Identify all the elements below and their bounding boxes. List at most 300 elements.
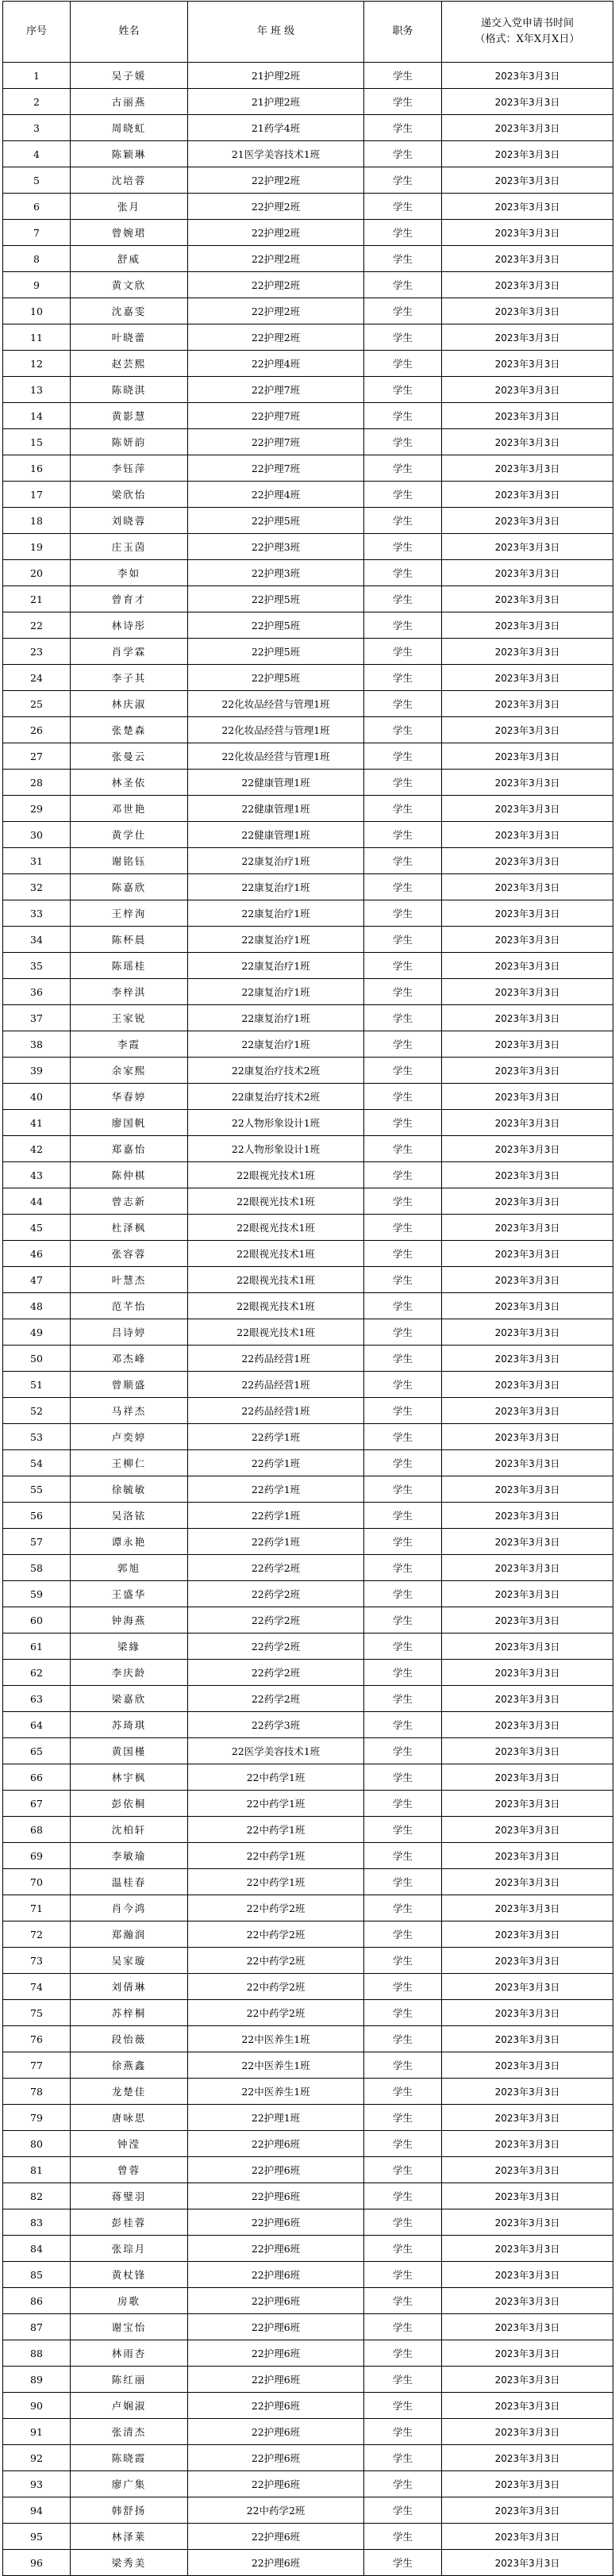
cell-name: 廖广集 — [71, 2471, 188, 2497]
table-row — [3, 1712, 613, 1738]
cell-seq: 82 — [3, 2183, 71, 2209]
cell-date: 2023年3月3日 — [442, 2288, 613, 2314]
cell-name: 谭永艳 — [71, 1529, 188, 1555]
cell-class: 22中药学2班 — [188, 1948, 364, 1974]
cell-role: 学生 — [364, 717, 442, 743]
cell-seq: 2 — [3, 89, 71, 115]
cell-role: 学生 — [364, 586, 442, 612]
cell-role: 学生 — [364, 1686, 442, 1712]
cell-seq: 90 — [3, 2393, 71, 2419]
cell-class: 22健康管理1班 — [188, 796, 364, 822]
cell-role: 学生 — [364, 2157, 442, 2183]
cell-role: 学生 — [364, 2367, 442, 2393]
cell-role: 学生 — [364, 1712, 442, 1738]
cell-role: 学生 — [364, 115, 442, 141]
cell-class: 22护理2班 — [188, 272, 364, 298]
cell-name: 徐燕鑫 — [71, 2052, 188, 2079]
cell-class: 22中药学1班 — [188, 1791, 364, 1817]
cell-seq: 77 — [3, 2052, 71, 2079]
cell-name: 卢娴淑 — [71, 2393, 188, 2419]
cell-name: 李敏瑜 — [71, 1843, 188, 1869]
cell-seq: 84 — [3, 2236, 71, 2262]
table-row — [3, 1450, 613, 1476]
cell-name: 吴洛铱 — [71, 1503, 188, 1529]
cell-name: 沈培蓉 — [71, 167, 188, 194]
cell-date: 2023年3月3日 — [442, 2471, 613, 2497]
table-row — [3, 639, 613, 665]
cell-seq: 1 — [3, 63, 71, 89]
cell-date: 2023年3月3日 — [442, 2026, 613, 2052]
table-row — [3, 691, 613, 717]
cell-role: 学生 — [364, 2262, 442, 2288]
cell-date: 2023年3月3日 — [442, 2052, 613, 2079]
cell-class: 22中药学1班 — [188, 1764, 364, 1791]
cell-class: 22眼视光技术1班 — [188, 1241, 364, 1267]
cell-name: 龙楚佳 — [71, 2079, 188, 2105]
cell-class: 22护理7班 — [188, 455, 364, 482]
cell-seq: 63 — [3, 1686, 71, 1712]
cell-class: 22中医养生1班 — [188, 2052, 364, 2079]
cell-class: 21护理2班 — [188, 63, 364, 89]
cell-date: 2023年3月3日 — [442, 455, 613, 482]
table-row — [3, 1241, 613, 1267]
cell-class: 22中药学2班 — [188, 2000, 364, 2026]
cell-name: 李霞 — [71, 1031, 188, 1058]
cell-class: 22护理7班 — [188, 403, 364, 429]
cell-role: 学生 — [364, 1974, 442, 2000]
cell-seq: 8 — [3, 246, 71, 272]
cell-date: 2023年3月3日 — [442, 560, 613, 586]
cell-name: 叶慧杰 — [71, 1267, 188, 1293]
cell-role: 学生 — [364, 2000, 442, 2026]
cell-date: 2023年3月3日 — [442, 743, 613, 770]
cell-date: 2023年3月3日 — [442, 822, 613, 848]
cell-name: 赵芸熙 — [71, 351, 188, 377]
header-row — [3, 2, 613, 63]
cell-seq: 3 — [3, 115, 71, 141]
cell-seq: 14 — [3, 403, 71, 429]
cell-class: 22中医养生1班 — [188, 2026, 364, 2052]
cell-seq: 56 — [3, 1503, 71, 1529]
cell-name: 吴家璇 — [71, 1948, 188, 1974]
cell-class: 22康复治疗1班 — [188, 900, 364, 927]
cell-date: 2023年3月3日 — [442, 927, 613, 953]
cell-role: 学生 — [364, 2497, 442, 2524]
cell-name: 谢铭钰 — [71, 848, 188, 874]
cell-name: 吴子媛 — [71, 63, 188, 89]
cell-seq: 94 — [3, 2497, 71, 2524]
cell-name: 张清杰 — [71, 2419, 188, 2445]
cell-date: 2023年3月3日 — [442, 1712, 613, 1738]
table-row — [3, 272, 613, 298]
cell-name: 陈仲棋 — [71, 1162, 188, 1188]
table-row — [3, 63, 613, 89]
cell-class: 22护理2班 — [188, 298, 364, 324]
table-row — [3, 979, 613, 1005]
cell-seq: 61 — [3, 1634, 71, 1660]
cell-role: 学生 — [364, 560, 442, 586]
cell-seq: 74 — [3, 1974, 71, 2000]
table-row — [3, 770, 613, 796]
cell-role: 学生 — [364, 2524, 442, 2550]
cell-date: 2023年3月3日 — [442, 324, 613, 351]
cell-class: 22眼视光技术1班 — [188, 1319, 364, 1346]
cell-name: 郑瀚润 — [71, 1921, 188, 1948]
cell-class: 22中药学2班 — [188, 2497, 364, 2524]
cell-date: 2023年3月3日 — [442, 508, 613, 534]
cell-date: 2023年3月3日 — [442, 639, 613, 665]
cell-class: 22护理3班 — [188, 560, 364, 586]
cell-role: 学生 — [364, 2471, 442, 2497]
cell-role: 学生 — [364, 1817, 442, 1843]
table-row — [3, 2393, 613, 2419]
table-row — [3, 298, 613, 324]
cell-class: 22护理6班 — [188, 2157, 364, 2183]
cell-seq: 46 — [3, 1241, 71, 1267]
cell-seq: 83 — [3, 2209, 71, 2236]
cell-role: 学生 — [364, 1398, 442, 1424]
table-row — [3, 1293, 613, 1319]
cell-date: 2023年3月3日 — [442, 1581, 613, 1607]
cell-name: 彭桂蓉 — [71, 2209, 188, 2236]
cell-seq: 34 — [3, 927, 71, 953]
cell-seq: 72 — [3, 1921, 71, 1948]
cell-name: 邓杰峰 — [71, 1346, 188, 1372]
cell-seq: 9 — [3, 272, 71, 298]
cell-class: 22药品经营1班 — [188, 1372, 364, 1398]
cell-class: 22护理6班 — [188, 2445, 364, 2471]
cell-name: 黄国槿 — [71, 1738, 188, 1764]
cell-date: 2023年3月3日 — [442, 1058, 613, 1084]
cell-seq: 80 — [3, 2131, 71, 2157]
cell-seq: 23 — [3, 639, 71, 665]
cell-name: 林圣依 — [71, 770, 188, 796]
cell-role: 学生 — [364, 220, 442, 246]
cell-class: 22护理2班 — [188, 324, 364, 351]
cell-name: 王梓洵 — [71, 900, 188, 927]
cell-class: 22眼视光技术1班 — [188, 1162, 364, 1188]
cell-name: 庄玉茵 — [71, 534, 188, 560]
table-row — [3, 743, 613, 770]
cell-date: 2023年3月3日 — [442, 141, 613, 167]
table-row — [3, 1476, 613, 1503]
cell-role: 学生 — [364, 1110, 442, 1136]
cell-role: 学生 — [364, 639, 442, 665]
cell-seq: 86 — [3, 2288, 71, 2314]
cell-name: 陈红丽 — [71, 2367, 188, 2393]
header-date-line2: （格式：X年X月X日） — [475, 33, 580, 45]
cell-class: 22中药学1班 — [188, 1817, 364, 1843]
cell-seq: 44 — [3, 1188, 71, 1215]
table-row — [3, 194, 613, 220]
cell-class: 22药学3班 — [188, 1712, 364, 1738]
cell-role: 学生 — [364, 953, 442, 979]
cell-seq: 64 — [3, 1712, 71, 1738]
cell-class: 22护理2班 — [188, 194, 364, 220]
cell-date: 2023年3月3日 — [442, 2340, 613, 2367]
cell-role: 学生 — [364, 1581, 442, 1607]
cell-date: 2023年3月3日 — [442, 1791, 613, 1817]
table-row — [3, 2314, 613, 2340]
cell-date: 2023年3月3日 — [442, 89, 613, 115]
cell-role: 学生 — [364, 1738, 442, 1764]
cell-role: 学生 — [364, 194, 442, 220]
cell-date: 2023年3月3日 — [442, 429, 613, 455]
cell-date: 2023年3月3日 — [442, 403, 613, 429]
table-row — [3, 324, 613, 351]
table-row — [3, 1660, 613, 1686]
cell-role: 学生 — [364, 1660, 442, 1686]
cell-seq: 85 — [3, 2262, 71, 2288]
cell-seq: 26 — [3, 717, 71, 743]
table-row — [3, 1031, 613, 1058]
cell-seq: 42 — [3, 1136, 71, 1162]
cell-name: 段怡薇 — [71, 2026, 188, 2052]
cell-name: 李子其 — [71, 665, 188, 691]
table-row — [3, 848, 613, 874]
cell-class: 22中药学1班 — [188, 1869, 364, 1895]
table-row — [3, 1948, 613, 1974]
cell-date: 2023年3月3日 — [442, 2445, 613, 2471]
cell-class: 22中药学1班 — [188, 1843, 364, 1869]
cell-seq: 39 — [3, 1058, 71, 1084]
cell-seq: 78 — [3, 2079, 71, 2105]
cell-role: 学生 — [364, 2183, 442, 2209]
table-row — [3, 822, 613, 848]
cell-seq: 88 — [3, 2340, 71, 2367]
cell-name: 周晓虹 — [71, 115, 188, 141]
cell-name: 肖今鸿 — [71, 1895, 188, 1921]
cell-role: 学生 — [364, 2236, 442, 2262]
cell-seq: 76 — [3, 2026, 71, 2052]
cell-class: 22康复治疗1班 — [188, 953, 364, 979]
cell-class: 22药品经营1班 — [188, 1346, 364, 1372]
cell-seq: 32 — [3, 874, 71, 900]
table-row — [3, 665, 613, 691]
table-row — [3, 1346, 613, 1372]
cell-role: 学生 — [364, 1555, 442, 1581]
cell-date: 2023年3月3日 — [442, 874, 613, 900]
cell-name: 卢奕婷 — [71, 1424, 188, 1450]
table-row — [3, 2262, 613, 2288]
cell-class: 22中药学2班 — [188, 1974, 364, 2000]
cell-class: 22康复治疗1班 — [188, 979, 364, 1005]
cell-date: 2023年3月3日 — [442, 2236, 613, 2262]
table-row — [3, 874, 613, 900]
table-row — [3, 2105, 613, 2131]
table-row — [3, 1529, 613, 1555]
cell-role: 学生 — [364, 2314, 442, 2340]
cell-class: 22药学2班 — [188, 1660, 364, 1686]
cell-class: 22护理6班 — [188, 2471, 364, 2497]
cell-class: 22药学2班 — [188, 1686, 364, 1712]
cell-seq: 52 — [3, 1398, 71, 1424]
cell-role: 学生 — [364, 455, 442, 482]
cell-name: 邓世艳 — [71, 796, 188, 822]
cell-date: 2023年3月3日 — [442, 2550, 613, 2576]
cell-name: 张曼云 — [71, 743, 188, 770]
table-row — [3, 115, 613, 141]
cell-seq: 95 — [3, 2524, 71, 2550]
cell-date: 2023年3月3日 — [442, 351, 613, 377]
table-row — [3, 429, 613, 455]
cell-seq: 89 — [3, 2367, 71, 2393]
cell-name: 廖国帆 — [71, 1110, 188, 1136]
cell-class: 22康复治疗1班 — [188, 874, 364, 900]
cell-role: 学生 — [364, 612, 442, 639]
table-row — [3, 1974, 613, 2000]
cell-name: 黄杖锋 — [71, 2262, 188, 2288]
cell-role: 学生 — [364, 1031, 442, 1058]
cell-seq: 7 — [3, 220, 71, 246]
cell-class: 22护理6班 — [188, 2131, 364, 2157]
cell-name: 华春婷 — [71, 1084, 188, 1110]
cell-class: 22护理6班 — [188, 2340, 364, 2367]
cell-date: 2023年3月3日 — [442, 1869, 613, 1895]
table-row — [3, 900, 613, 927]
cell-role: 学生 — [364, 2079, 442, 2105]
table-row — [3, 167, 613, 194]
cell-seq: 58 — [3, 1555, 71, 1581]
cell-seq: 71 — [3, 1895, 71, 1921]
cell-class: 21医学美容技术1班 — [188, 141, 364, 167]
table-row — [3, 89, 613, 115]
cell-role: 学生 — [364, 403, 442, 429]
table-row — [3, 2340, 613, 2367]
cell-name: 房歌 — [71, 2288, 188, 2314]
table-row — [3, 2052, 613, 2079]
table-row — [3, 2471, 613, 2497]
cell-role: 学生 — [364, 2105, 442, 2131]
cell-class: 22人物形象设计1班 — [188, 1110, 364, 1136]
cell-role: 学生 — [364, 351, 442, 377]
cell-seq: 60 — [3, 1607, 71, 1634]
cell-date: 2023年3月3日 — [442, 1162, 613, 1188]
cell-seq: 65 — [3, 1738, 71, 1764]
cell-date: 2023年3月3日 — [442, 1895, 613, 1921]
cell-name: 余家熙 — [71, 1058, 188, 1084]
cell-seq: 13 — [3, 377, 71, 403]
cell-name: 林诗彤 — [71, 612, 188, 639]
cell-seq: 70 — [3, 1869, 71, 1895]
cell-class: 22护理6班 — [188, 2262, 364, 2288]
cell-role: 学生 — [364, 482, 442, 508]
cell-class: 21药学4班 — [188, 115, 364, 141]
cell-class: 22药学2班 — [188, 1634, 364, 1660]
cell-class: 22护理6班 — [188, 2183, 364, 2209]
cell-role: 学生 — [364, 2340, 442, 2367]
cell-role: 学生 — [364, 1424, 442, 1450]
cell-class: 22眼视光技术1班 — [188, 1293, 364, 1319]
cell-name: 黄影慧 — [71, 403, 188, 429]
cell-role: 学生 — [364, 1948, 442, 1974]
cell-class: 22护理6班 — [188, 2314, 364, 2340]
cell-role: 学生 — [364, 298, 442, 324]
table-row — [3, 2288, 613, 2314]
cell-role: 学生 — [364, 1162, 442, 1188]
cell-role: 学生 — [364, 246, 442, 272]
cell-role: 学生 — [364, 665, 442, 691]
table-row — [3, 455, 613, 482]
table-row — [3, 1136, 613, 1162]
cell-date: 2023年3月3日 — [442, 246, 613, 272]
cell-seq: 4 — [3, 141, 71, 167]
cell-date: 2023年3月3日 — [442, 1921, 613, 1948]
table-row — [3, 377, 613, 403]
table-row — [3, 2419, 613, 2445]
cell-role: 学生 — [364, 141, 442, 167]
table-row — [3, 1503, 613, 1529]
cell-class: 22药学1班 — [188, 1424, 364, 1450]
cell-seq: 21 — [3, 586, 71, 612]
cell-name: 梁秀美 — [71, 2550, 188, 2576]
cell-class: 22护理6班 — [188, 2524, 364, 2550]
cell-name: 韩舒扬 — [71, 2497, 188, 2524]
cell-name: 陈杯晨 — [71, 927, 188, 953]
cell-role: 学生 — [364, 2209, 442, 2236]
header-name: 姓名 — [71, 2, 188, 63]
cell-date: 2023年3月3日 — [442, 2367, 613, 2393]
table-row — [3, 246, 613, 272]
cell-seq: 69 — [3, 1843, 71, 1869]
cell-class: 22康复治疗技术2班 — [188, 1058, 364, 1084]
cell-role: 学生 — [364, 2131, 442, 2157]
cell-date: 2023年3月3日 — [442, 298, 613, 324]
cell-role: 学生 — [364, 167, 442, 194]
cell-date: 2023年3月3日 — [442, 612, 613, 639]
table-row — [3, 1005, 613, 1031]
cell-date: 2023年3月3日 — [442, 717, 613, 743]
table-row — [3, 2079, 613, 2105]
table-row — [3, 1372, 613, 1398]
table-row — [3, 1686, 613, 1712]
cell-role: 学生 — [364, 2419, 442, 2445]
table-row — [3, 1398, 613, 1424]
cell-date: 2023年3月3日 — [442, 1005, 613, 1031]
cell-seq: 28 — [3, 770, 71, 796]
cell-seq: 91 — [3, 2419, 71, 2445]
cell-name: 钟滢 — [71, 2131, 188, 2157]
cell-seq: 47 — [3, 1267, 71, 1293]
cell-class: 22护理2班 — [188, 246, 364, 272]
cell-role: 学生 — [364, 1634, 442, 1660]
cell-role: 学生 — [364, 89, 442, 115]
cell-name: 刘倩琳 — [71, 1974, 188, 2000]
cell-role: 学生 — [364, 1921, 442, 1948]
cell-seq: 73 — [3, 1948, 71, 1974]
cell-class: 22康复治疗技术2班 — [188, 1084, 364, 1110]
cell-date: 2023年3月3日 — [442, 979, 613, 1005]
cell-seq: 17 — [3, 482, 71, 508]
cell-name: 黄学仕 — [71, 822, 188, 848]
cell-class: 22护理3班 — [188, 534, 364, 560]
table-body — [3, 63, 613, 2576]
cell-class: 22药学2班 — [188, 1607, 364, 1634]
cell-name: 陈瑶桂 — [71, 953, 188, 979]
cell-name: 曾志新 — [71, 1188, 188, 1215]
cell-class: 21护理2班 — [188, 89, 364, 115]
header-role: 职务 — [364, 2, 442, 63]
table-row — [3, 1634, 613, 1660]
cell-seq: 18 — [3, 508, 71, 534]
cell-name: 彭依桐 — [71, 1791, 188, 1817]
cell-name: 黄文欣 — [71, 272, 188, 298]
cell-date: 2023年3月3日 — [442, 1293, 613, 1319]
cell-date: 2023年3月3日 — [442, 272, 613, 298]
table-row — [3, 1058, 613, 1084]
table-row — [3, 403, 613, 429]
cell-seq: 5 — [3, 167, 71, 194]
